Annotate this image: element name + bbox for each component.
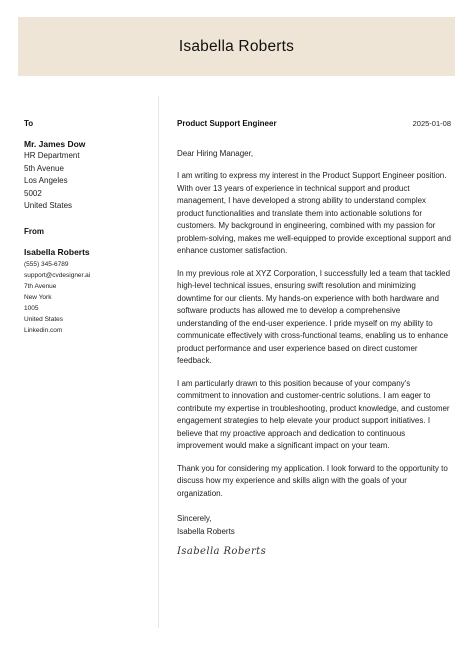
header-name: Isabella Roberts	[178, 37, 295, 55]
paragraph: Thank you for considering my application. I look forward to the opportunity to discuss how my experience and skills align with the goals of your organization.	[177, 463, 448, 498]
sender-email: support@cvdesigner.ai	[24, 271, 91, 279]
sender-line: 1005	[24, 304, 39, 312]
recipient-line: 5th Avenue	[24, 163, 64, 173]
sender-phone: (555) 345-6789	[24, 260, 69, 268]
recipient-line: HR Department	[24, 151, 80, 160]
sender-line: 7th Avenue	[24, 282, 57, 290]
sender-line: United States	[24, 315, 64, 323]
to-heading: To	[24, 119, 34, 128]
from-heading: From	[24, 226, 44, 236]
recipient-name: Mr. James Dow	[24, 139, 86, 149]
contact-column	[24, 119, 149, 336]
letter-title-row	[177, 119, 451, 128]
paragraph: In my previous role at XYZ Corporation, I successfully led a team that tackled high-level technical issues, ensuring swift resolution and minimizing downtime for our clients. My hands-on experience with both hardware and software products has allowed me to develop a comprehensive understanding of the end-user experience. I pride myself on my ability to communicate effectively with cross-functional teams, enabling us to enhance product performance and user experience based on direct customer feedback.	[177, 268, 451, 365]
signature: Isabella Roberts	[177, 546, 267, 557]
letter-date: 2025-01-08	[412, 119, 451, 128]
paragraph: I am writing to express my interest in the Product Support Engineer position. With over 13 years of experience in technical support and product management, I have developed a strong ability to understand complex product functionalities and translate them into actionable solutions for customers. My background in engineering, combined with my passion for problem-solving, makes me well-equipped to provide exceptional support and enhance customer satisfaction.	[177, 171, 451, 255]
header-band	[18, 17, 455, 76]
salutation: Dear Hiring Manager,	[177, 149, 254, 158]
letter-body	[177, 119, 451, 557]
job-title: Product Support Engineer	[177, 119, 277, 128]
sender-linkedin: Linkedin.com	[24, 326, 63, 334]
paragraph: I am particularly drawn to this position because of your company's commitment to innovation and customer-centric solutions. I am eager to contribute my expertise in troubleshooting, product knowledge, and customer engagement strategies to help elevate your product support initiatives. I believe that my proactive approach and dedication to continuous improvement would make a significant impact on your team.	[177, 378, 450, 450]
sender-name: Isabella Roberts	[24, 246, 90, 257]
closing: Sincerely,	[177, 514, 212, 523]
recipient-line: United States	[24, 201, 73, 211]
recipient-line: 5002	[24, 188, 42, 198]
column-divider	[158, 96, 159, 628]
recipient-line: Los Angeles	[24, 176, 68, 186]
sender-line: New York	[24, 293, 52, 301]
signoff-name: Isabella Roberts	[177, 526, 235, 536]
